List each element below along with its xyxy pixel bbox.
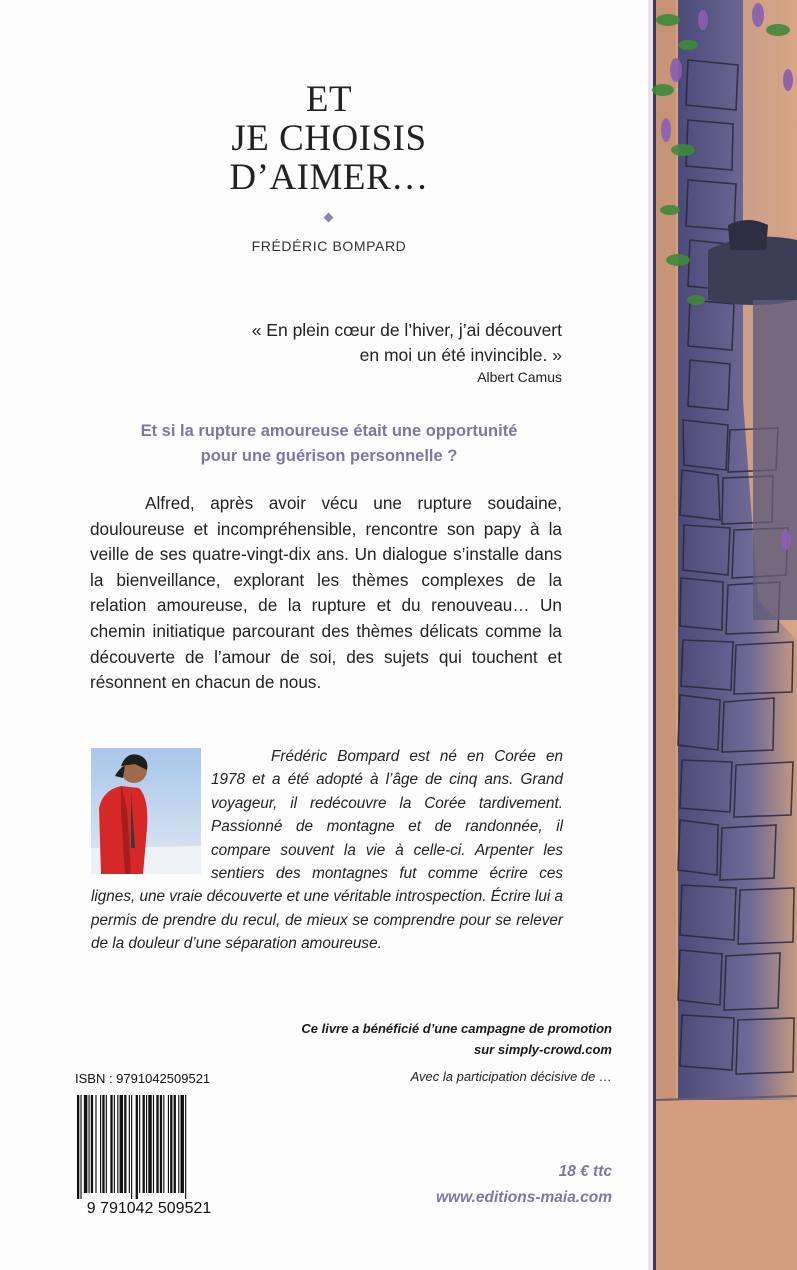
barcode-bar [156, 1095, 158, 1193]
barcode-bar [120, 1095, 123, 1193]
barcode-bar [114, 1095, 115, 1193]
title-line: D’AIMER… [229, 157, 429, 198]
barcode-bar [181, 1095, 184, 1193]
barcode-bar [174, 1095, 176, 1193]
photo-spacer [91, 745, 211, 873]
promotion-notice [301, 1018, 612, 1060]
epigraph-line: « En plein cœur de l’hiver, j’ai découvert [251, 320, 562, 340]
barcode-bar [168, 1095, 169, 1193]
barcode-bar [84, 1095, 87, 1193]
barcode-bar [160, 1095, 162, 1193]
price: 18 € ttc [558, 1163, 612, 1180]
barcode-bar [136, 1095, 138, 1199]
bio-text: Frédéric Bompard est né en Corée en 1978 et a été adopté à l’âge de cinq ans. Grand voyageur, il redécouvre la Corée tardivement. Passionné de montagne et de randonnée, il compare souvent la vie à celle-ci. Arpenter les sentiers des montagnes fut comme écrire ces lignes, une vraie découverte et une véritable introspection. Écrire lui a permis de prendre du recul, de mieux se comprendre pour se relever de la douleur d’une séparation amoureuse. [91, 748, 563, 953]
tagline-line: Et si la rupture amoureuse était une opportunité [140, 422, 518, 440]
barcode-bar [100, 1095, 101, 1193]
barcode-bar [163, 1095, 164, 1193]
price-block [436, 1159, 612, 1211]
barcode-bar [143, 1095, 145, 1193]
barcode-bar [110, 1095, 112, 1193]
epigraph-quote [252, 318, 562, 368]
barcode-bar [131, 1095, 132, 1199]
promo-line: Ce livre a bénéficié d’une campagne de promotion [301, 1021, 612, 1036]
isbn-barcode [69, 1093, 229, 1218]
promo-line: sur simply-crowd.com [474, 1042, 612, 1057]
barcode-bar [124, 1095, 126, 1193]
title-line: ET [305, 79, 353, 120]
epigraph-author: Albert Camus [477, 369, 562, 385]
barcode-bar [89, 1095, 90, 1193]
title-line: JE CHOISIS [231, 118, 427, 159]
publisher-website: www.editions-maia.com [436, 1189, 612, 1206]
synopsis-text: Alfred, après avoir vécu une rupture soudaine, douloureuse et incompréhensible, rencontre son papy à la veille de ses quatre-vingt-dix ans. Un dialogue s’installe dans la bienveillance, explorant les thèmes complexes de la relation amoureuse, de la rupture et du renouveau… Un chemin initiatique parcourant des thèmes délicats comme la découverte de l’amour de soi, des sujets qui touchent et résonnent en chacun de nous. [90, 493, 562, 693]
barcode-bar [102, 1095, 104, 1193]
barcode-bar [170, 1095, 172, 1193]
barcode-bar [185, 1095, 186, 1199]
barcode-bar [178, 1095, 179, 1193]
barcode-bar [146, 1095, 147, 1193]
author-name: FRÉDÉRIC BOMPARD [251, 238, 407, 254]
barcode-bar [153, 1095, 154, 1193]
tagline-line: pour une guérison personnelle ? [200, 447, 458, 465]
tagline [0, 419, 658, 469]
epigraph-line: en moi un été invincible. » [359, 345, 562, 365]
barcode-bar [106, 1095, 107, 1193]
barcode-bar [148, 1095, 151, 1193]
barcode-bar [95, 1095, 96, 1193]
cover-illustration-strip [648, 0, 797, 1270]
barcode-bar [91, 1095, 93, 1193]
diamond-ornament-icon [324, 213, 334, 223]
barcode-bar [80, 1095, 81, 1199]
barcode-bar [77, 1095, 79, 1199]
book-title [0, 80, 658, 197]
author-bio [91, 745, 563, 956]
isbn-label: ISBN : 9791042509521 [75, 1071, 211, 1086]
participation-note: Avec la participation décisive de … [410, 1069, 612, 1084]
barcode-bar [139, 1095, 140, 1193]
barcode-bar [117, 1095, 118, 1193]
barcode-digits: 9 791042 509521 [86, 1200, 212, 1217]
barcode-bar [129, 1095, 130, 1193]
